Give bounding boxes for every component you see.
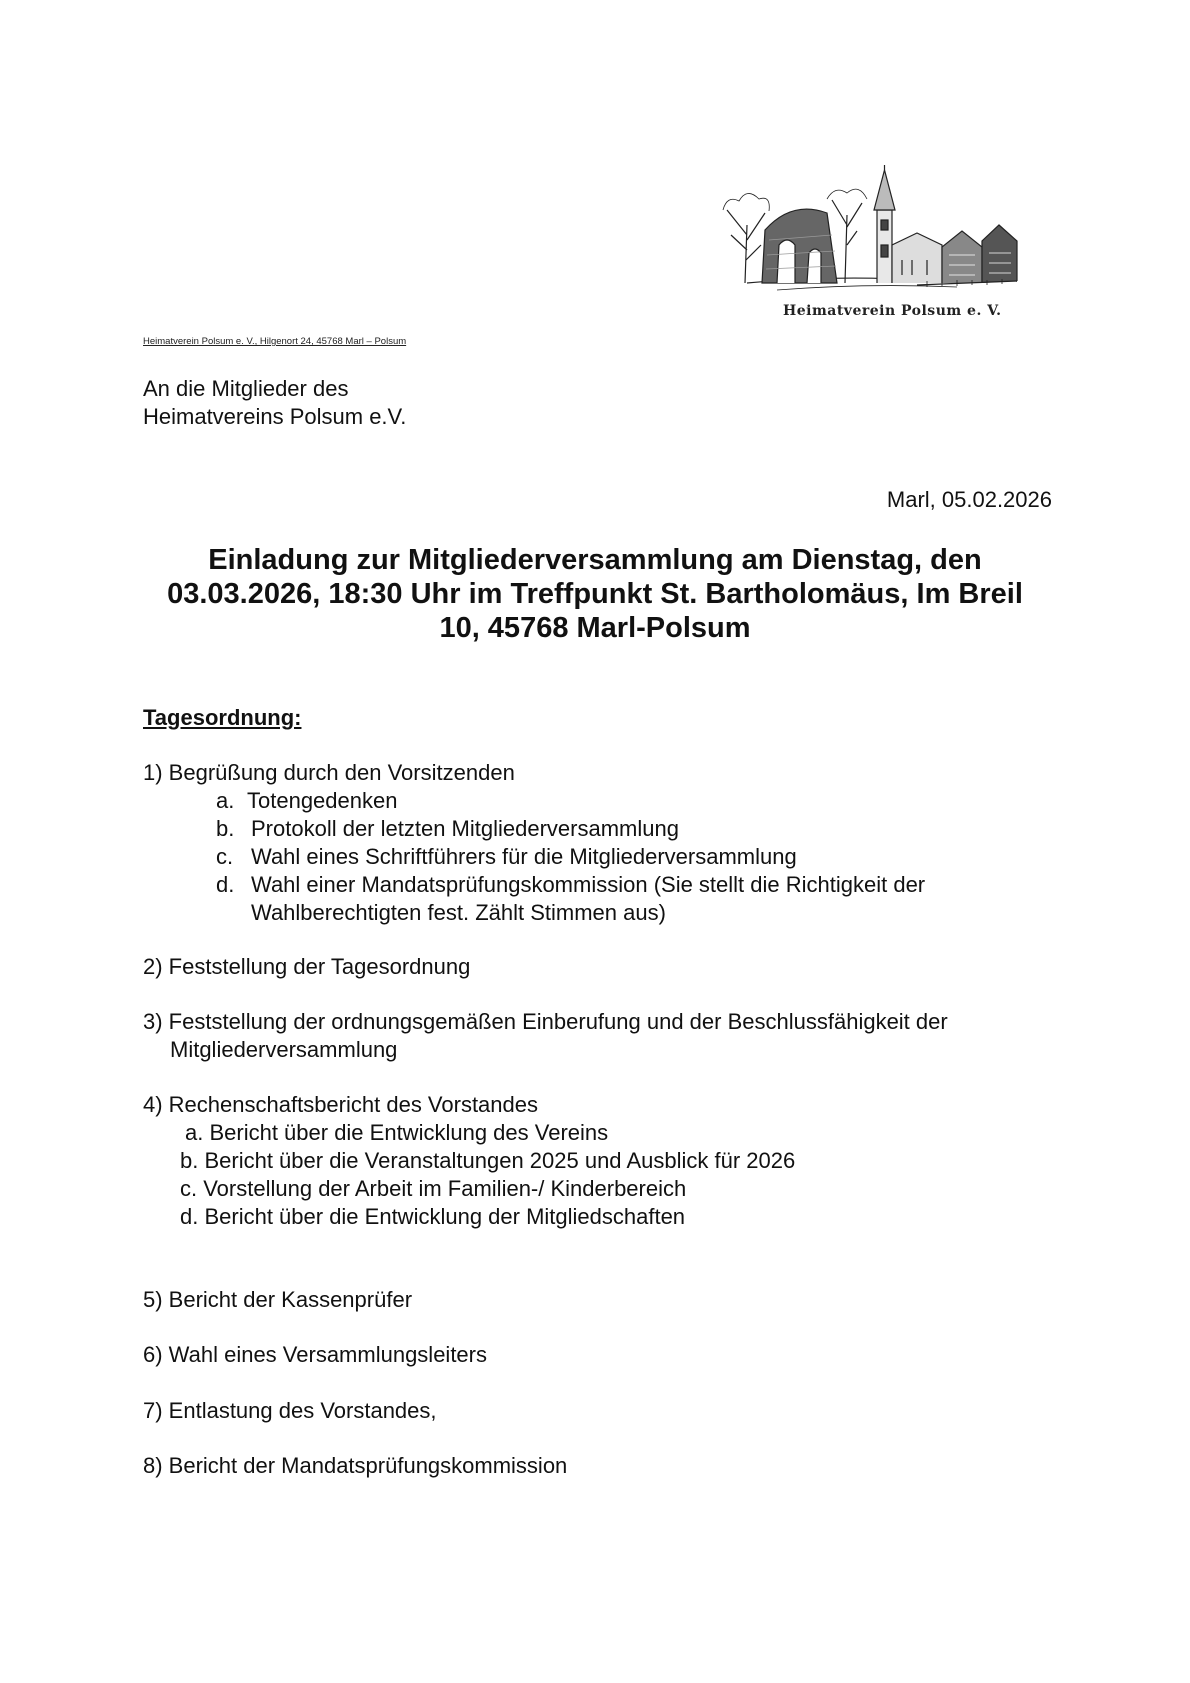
agenda-item-1-sub-text: Protokoll der letzten Mitgliederversammlung	[251, 816, 679, 841]
letter-date: Marl, 05.02.2026	[886, 487, 1052, 512]
agenda-item-2: 2) Feststellung der Tagesordnung	[143, 954, 471, 979]
agenda-item-1-sub-text-cont: Wahlberechtigten fest. Zählt Stimmen aus)	[251, 900, 666, 925]
agenda-item-1: 1) Begrüßung durch den Vorsitzenden	[143, 760, 515, 785]
agenda-item-4-sub: b. Bericht über die Veranstaltungen 2025 und Ausblick für 2026	[180, 1148, 796, 1173]
agenda-item-1-sub-text: Totengedenken	[247, 788, 398, 813]
agenda-item-1-sub-label: b.	[216, 816, 235, 841]
logo-caption: Heimatverein Polsum e. V.	[783, 303, 1002, 319]
sender-address-line: Heimatverein Polsum e. V., Hilgenort 24, 45768 Marl – Polsum	[143, 336, 407, 347]
agenda-item-8: 8) Bericht der Mandatsprüfungskommission	[143, 1453, 568, 1478]
agenda-item-1-sub-text: Wahl einer Mandatsprüfungskommission (Sie stellt die Richtigkeit der	[251, 872, 926, 897]
agenda-item-1-sub-text: Wahl eines Schriftführers für die Mitgliederversammlung	[251, 844, 797, 869]
agenda-item-6: 6) Wahl eines Versammlungsleiters	[143, 1342, 487, 1367]
church-village-drawing-icon	[717, 165, 1027, 300]
agenda-item-7: 7) Entlastung des Vorstandes,	[143, 1398, 437, 1423]
agenda-item-4-sub: d. Bericht über die Entwicklung der Mitgliedschaften	[180, 1204, 686, 1229]
agenda-item-4-sub: c. Vorstellung der Arbeit im Familien-/ Kinderbereich	[180, 1176, 687, 1201]
agenda-item-1-sub-label: a.	[216, 788, 235, 813]
agenda-item-1-sub-label: c.	[216, 844, 234, 869]
logo	[717, 165, 1027, 320]
agenda-item-3-cont: Mitgliederversammlung	[170, 1037, 398, 1062]
agenda-item-5: 5) Bericht der Kassenprüfer	[143, 1287, 413, 1312]
recipient-block	[143, 375, 406, 431]
recipient-line-1: An die Mitglieder des	[143, 376, 349, 401]
recipient-line-2: Heimatvereins Polsum e.V.	[143, 404, 407, 429]
invitation-title: Einladung zur Mitgliederversammlung am Dienstag, den 03.03.2026, 18:30 Uhr im Treffpunkt St. Bartholomäus, Im Breil 10, 45768 Marl-Polsum	[167, 544, 1023, 644]
agenda-item-1-sub-label: d.	[216, 872, 235, 897]
agenda-heading: Tagesordnung:	[143, 705, 302, 730]
agenda-item-4: 4) Rechenschaftsbericht des Vorstandes	[143, 1092, 539, 1117]
agenda-item-3: 3) Feststellung der ordnungsgemäßen Einberufung und der Beschlussfähigkeit der	[143, 1009, 948, 1034]
agenda-item-4-sub: a. Bericht über die Entwicklung des Vereins	[185, 1120, 609, 1145]
